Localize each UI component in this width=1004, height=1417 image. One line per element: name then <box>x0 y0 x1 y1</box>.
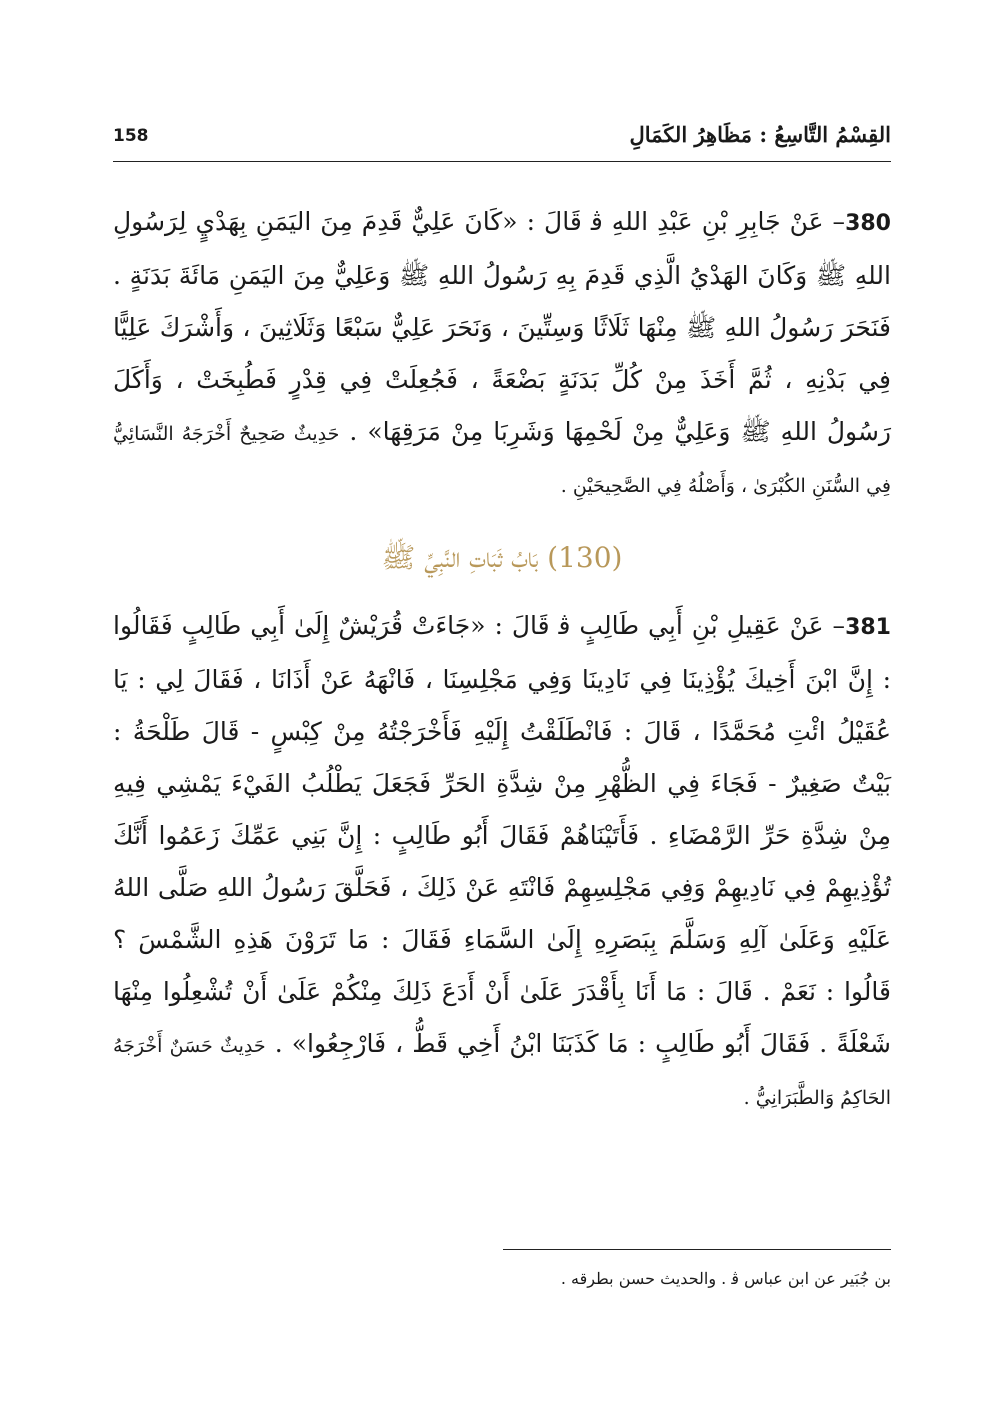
footnote: بن جُبَير عن ابن عباس ﭬ . والحديث حسن بطرقه . <box>560 1269 891 1288</box>
header-divider <box>113 161 891 162</box>
hadith-text: – عَنْ عَقِيلِ بْنِ أَبِي طَالِبٍ ﭬ قَالَ : «جَاءَتْ قُرَيْشٌ إِلَىٰ أَبِي طَالِبٍ فَقَالُوا : إِنَّ ابْنَ أَخِيكَ يُؤْذِينَا فِي نَادِينَا وَفِي مَجْلِسِنَا ، فَانْهَهُ عَنْ أَذَانَا ، فَقَالَ لِي : يَا عُقَيْلُ ائْتِ مُحَمَّدًا ، قَالَ : فَانْطَلَقْتُ إِلَيْهِ فَأَخْرَجْتُهُ مِنْ كِبْسٍ - قَالَ طَلْحَةُ : بَيْتٌ صَغِيرٌ - فَجَاءَ فِي الظُّهْرِ مِنْ شِدَّةِ الحَرِّ فَجَعَلَ يَطْلُبُ الفَيْءَ يَمْشِي فِيهِ مِنْ شِدَّةِ حَرِّ الرَّمْضَاءِ . فَأَتَيْنَاهُمْ فَقَالَ أَبُو طَالِبٍ : إِنَّ بَنِي عَمِّكَ زَعَمُوا أَنَّكَ تُؤْذِيهِمْ فِي نَادِيهِمْ وَفِي مَجْلِسِهِمْ فَانْتَهِ عَنْ ذَلِكَ ، فَحَلَّقَ رَسُولُ اللهِ صَلَّى اللهُ عَلَيْهِ وَعَلَىٰ آلِهِ وَسَلَّمَ بِبَصَرِهِ إِلَىٰ السَّمَاءِ فَقَالَ : مَا تَرَوْنَ هَذِهِ الشَّمْسَ ؟ قَالُوا : نَعَمْ . قَالَ : مَا أَنَا بِأَقْدَرَ عَلَىٰ أَنْ أَدَعَ ذَلِكَ مِنْكُمْ عَلَىٰ أَنْ تُشْعِلُوا مِنْهَا شَعْلَةً . فَقَالَ أَبُو طَالِبٍ : مَا كَذَبَنَا ابْنُ أَخِي قَطُّ ، فَارْجِعُوا» . <box>113 611 892 1058</box>
hadith-text: – عَنْ جَابِرِ بْنِ عَبْدِ اللهِ ﭬ قَالَ : «كَانَ عَلِيٌّ قَدِمَ مِنَ اليَمَنِ بِهَدْيٍ لِرَسُولِ اللهِ ﷺ وَكَانَ الهَدْيُ الَّذِي قَدِمَ بِهِ رَسُولُ اللهِ ﷺ وَعَلِيٌّ مِنَ اليَمَنِ مَائَةَ بَدَنَةٍ . فَنَحَرَ رَسُولُ اللهِ ﷺ مِنْهَا ثَلَاثًا وَسِتِّينَ ، وَنَحَرَ عَلِيٌّ سَبْعًا وَثَلَاثِينَ ، وَأَشْرَكَ عَلِيًّا فِي بَدْنِهِ ، ثُمَّ أَخَذَ مِنْ كُلِّ بَدَنَةٍ بَضْعَةً ، فَجُعِلَتْ فِي قِدْرٍ فَطُبِخَتْ ، وَأَكَلَ رَسُولُ اللهِ ﷺ وَعَلِيٌّ مِنْ لَحْمِهَا وَشَرِبَا مِنْ مَرَقِهَا» . <box>113 207 891 446</box>
running-title: القِسْمُ التَّاسِعُ : مَظَاهِرُ الكَمَالِ <box>629 122 891 147</box>
hadith-grading: حَدِيثٌ صَحِيحٌ أَخْرَجَهُ النَّسَائِيُّ فِي السُّنَنِ الكُبْرَىٰ ، وَأَصْلُهُ فِي الصَّحِيحَيْنِ . <box>113 423 891 497</box>
page-number: 158 <box>113 126 149 146</box>
chapter-heading: (130) بَابُ ثَبَاتِ النَّبِيِّ ﷺ <box>381 541 623 574</box>
hadith-number: 381 <box>845 615 891 640</box>
hadith-grading: حَدِيثٌ حَسَنٌ أَخْرَجَهُ الحَاكِمُ وَالطَّبَرَانِيُّ . <box>113 1035 891 1109</box>
hadith-380 <box>113 196 891 510</box>
footnote-divider <box>503 1249 891 1250</box>
running-header <box>113 116 891 156</box>
hadith-381 <box>113 600 891 1122</box>
main-text <box>113 196 891 1122</box>
hadith-number: 380 <box>845 211 891 236</box>
